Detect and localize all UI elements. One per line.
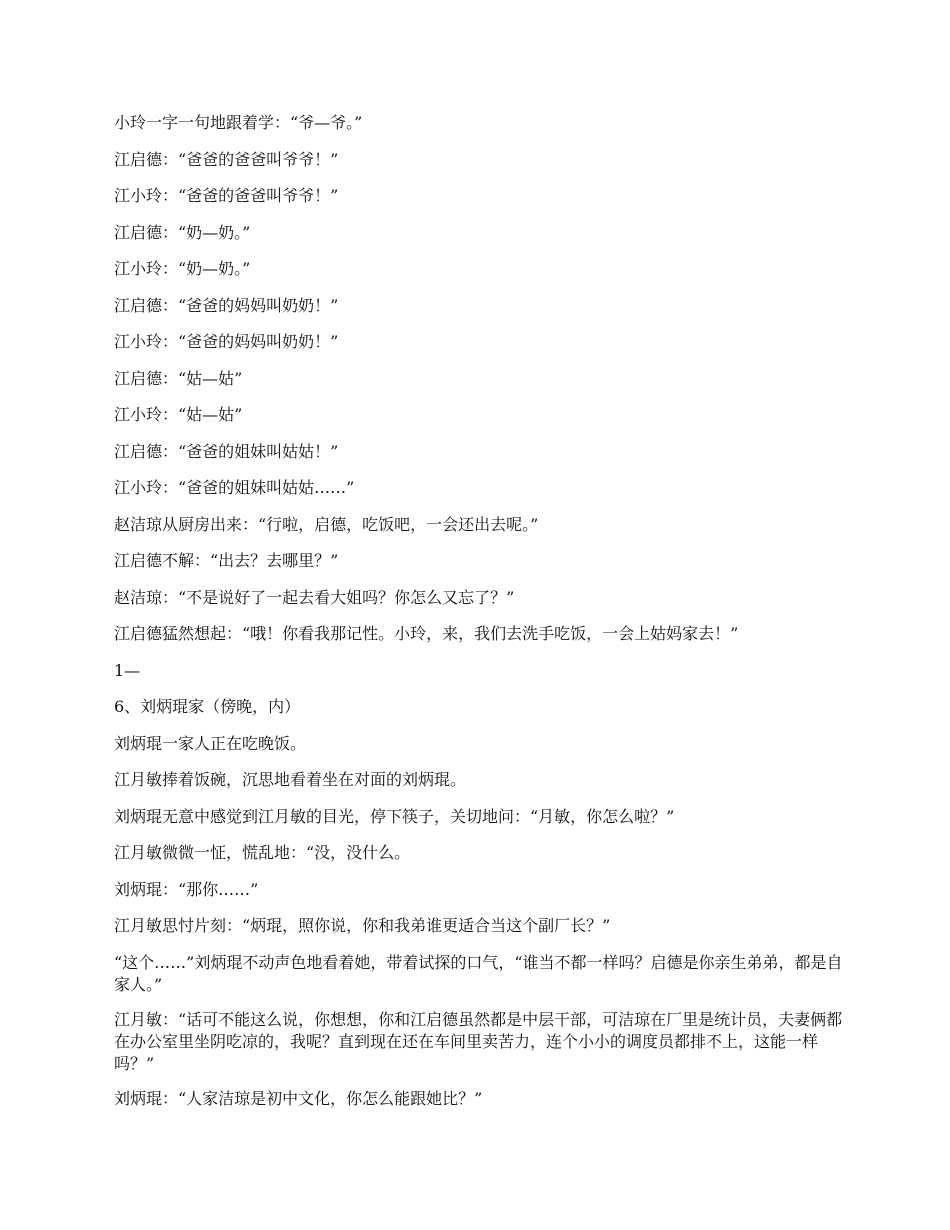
document-body [114, 112, 844, 1124]
paragraph: 刘炳琨：“那你……” [114, 879, 259, 899]
page-number: 1— [114, 660, 141, 680]
paragraph: 江月敏：“话可不能这么说，你想想，你和江启德虽然都是中层干部，可洁琼在厂里是统计员，夫妻俩都在办公室里坐阴吃凉的，我呢？直到现在还在车间里卖苦力，连个小小的调度员都排不上，这能一样吗？” [114, 1009, 843, 1073]
paragraph: 刘炳琨无意中感觉到江月敏的目光，停下筷子，关切地问：“月敏，你怎么啦？” [114, 806, 675, 826]
paragraph: 江启德：“奶—奶。” [114, 222, 251, 242]
paragraph: 江小玲：“奶—奶。” [114, 259, 251, 278]
paragraph: “这个……”刘炳琨不动声色地看着她，带着试探的口气，“谁当不都一样吗？启德是你亲生弟弟，都是自家人。” [114, 952, 843, 994]
paragraph: 江启德：“爸爸的姐妹叫姑姑！” [114, 441, 339, 461]
paragraph: 江启德：“爸爸的爸爸叫爷爷！” [114, 149, 339, 169]
paragraph: 江小玲：“爸爸的爸爸叫爷爷！” [114, 186, 339, 205]
paragraph: 刘炳琨一家人正在吃晚饭。 [114, 733, 307, 753]
paragraph: 江月敏思忖片刻：“炳琨，照你说，你和我弟谁更适合当这个副厂长？” [114, 916, 611, 935]
paragraph: 刘炳琨：“人家洁琼是初中文化，你怎么能跟她比？” [114, 1088, 483, 1108]
paragraph: 赵洁琼：“不是说好了一起去看大姐吗？你怎么又忘了？” [114, 587, 515, 607]
paragraph: 小玲一字一句地跟着学：“爷—爷。” [114, 113, 363, 132]
paragraph: 江小玲：“爸爸的姐妹叫姑姑……” [114, 478, 355, 497]
paragraph: 江小玲：“姑—姑” [114, 405, 243, 424]
paragraph: 赵洁琼从厨房出来：“行啦，启德，吃饭吧，一会还出去呢。” [114, 514, 539, 534]
scene-heading: 6、刘炳琨家（傍晚，内） [114, 697, 301, 716]
paragraph: 江月敏微微一怔，慌乱地：“没，没什么。 [114, 843, 411, 862]
paragraph: 江月敏捧着饭碗，沉思地看着坐在对面的刘炳琨。 [114, 770, 467, 789]
paragraph: 江启德不解：“出去？去哪里？” [114, 551, 339, 570]
paragraph: 江启德：“姑—姑” [114, 368, 243, 388]
paragraph: 江小玲：“爸爸的妈妈叫奶奶！” [114, 332, 339, 351]
paragraph: 江启德猛然想起：“哦！你看我那记性。小玲，来，我们去洗手吃饭，一会上姑妈家去！” [114, 624, 739, 643]
paragraph: 江启德：“爸爸的妈妈叫奶奶！” [114, 295, 339, 315]
